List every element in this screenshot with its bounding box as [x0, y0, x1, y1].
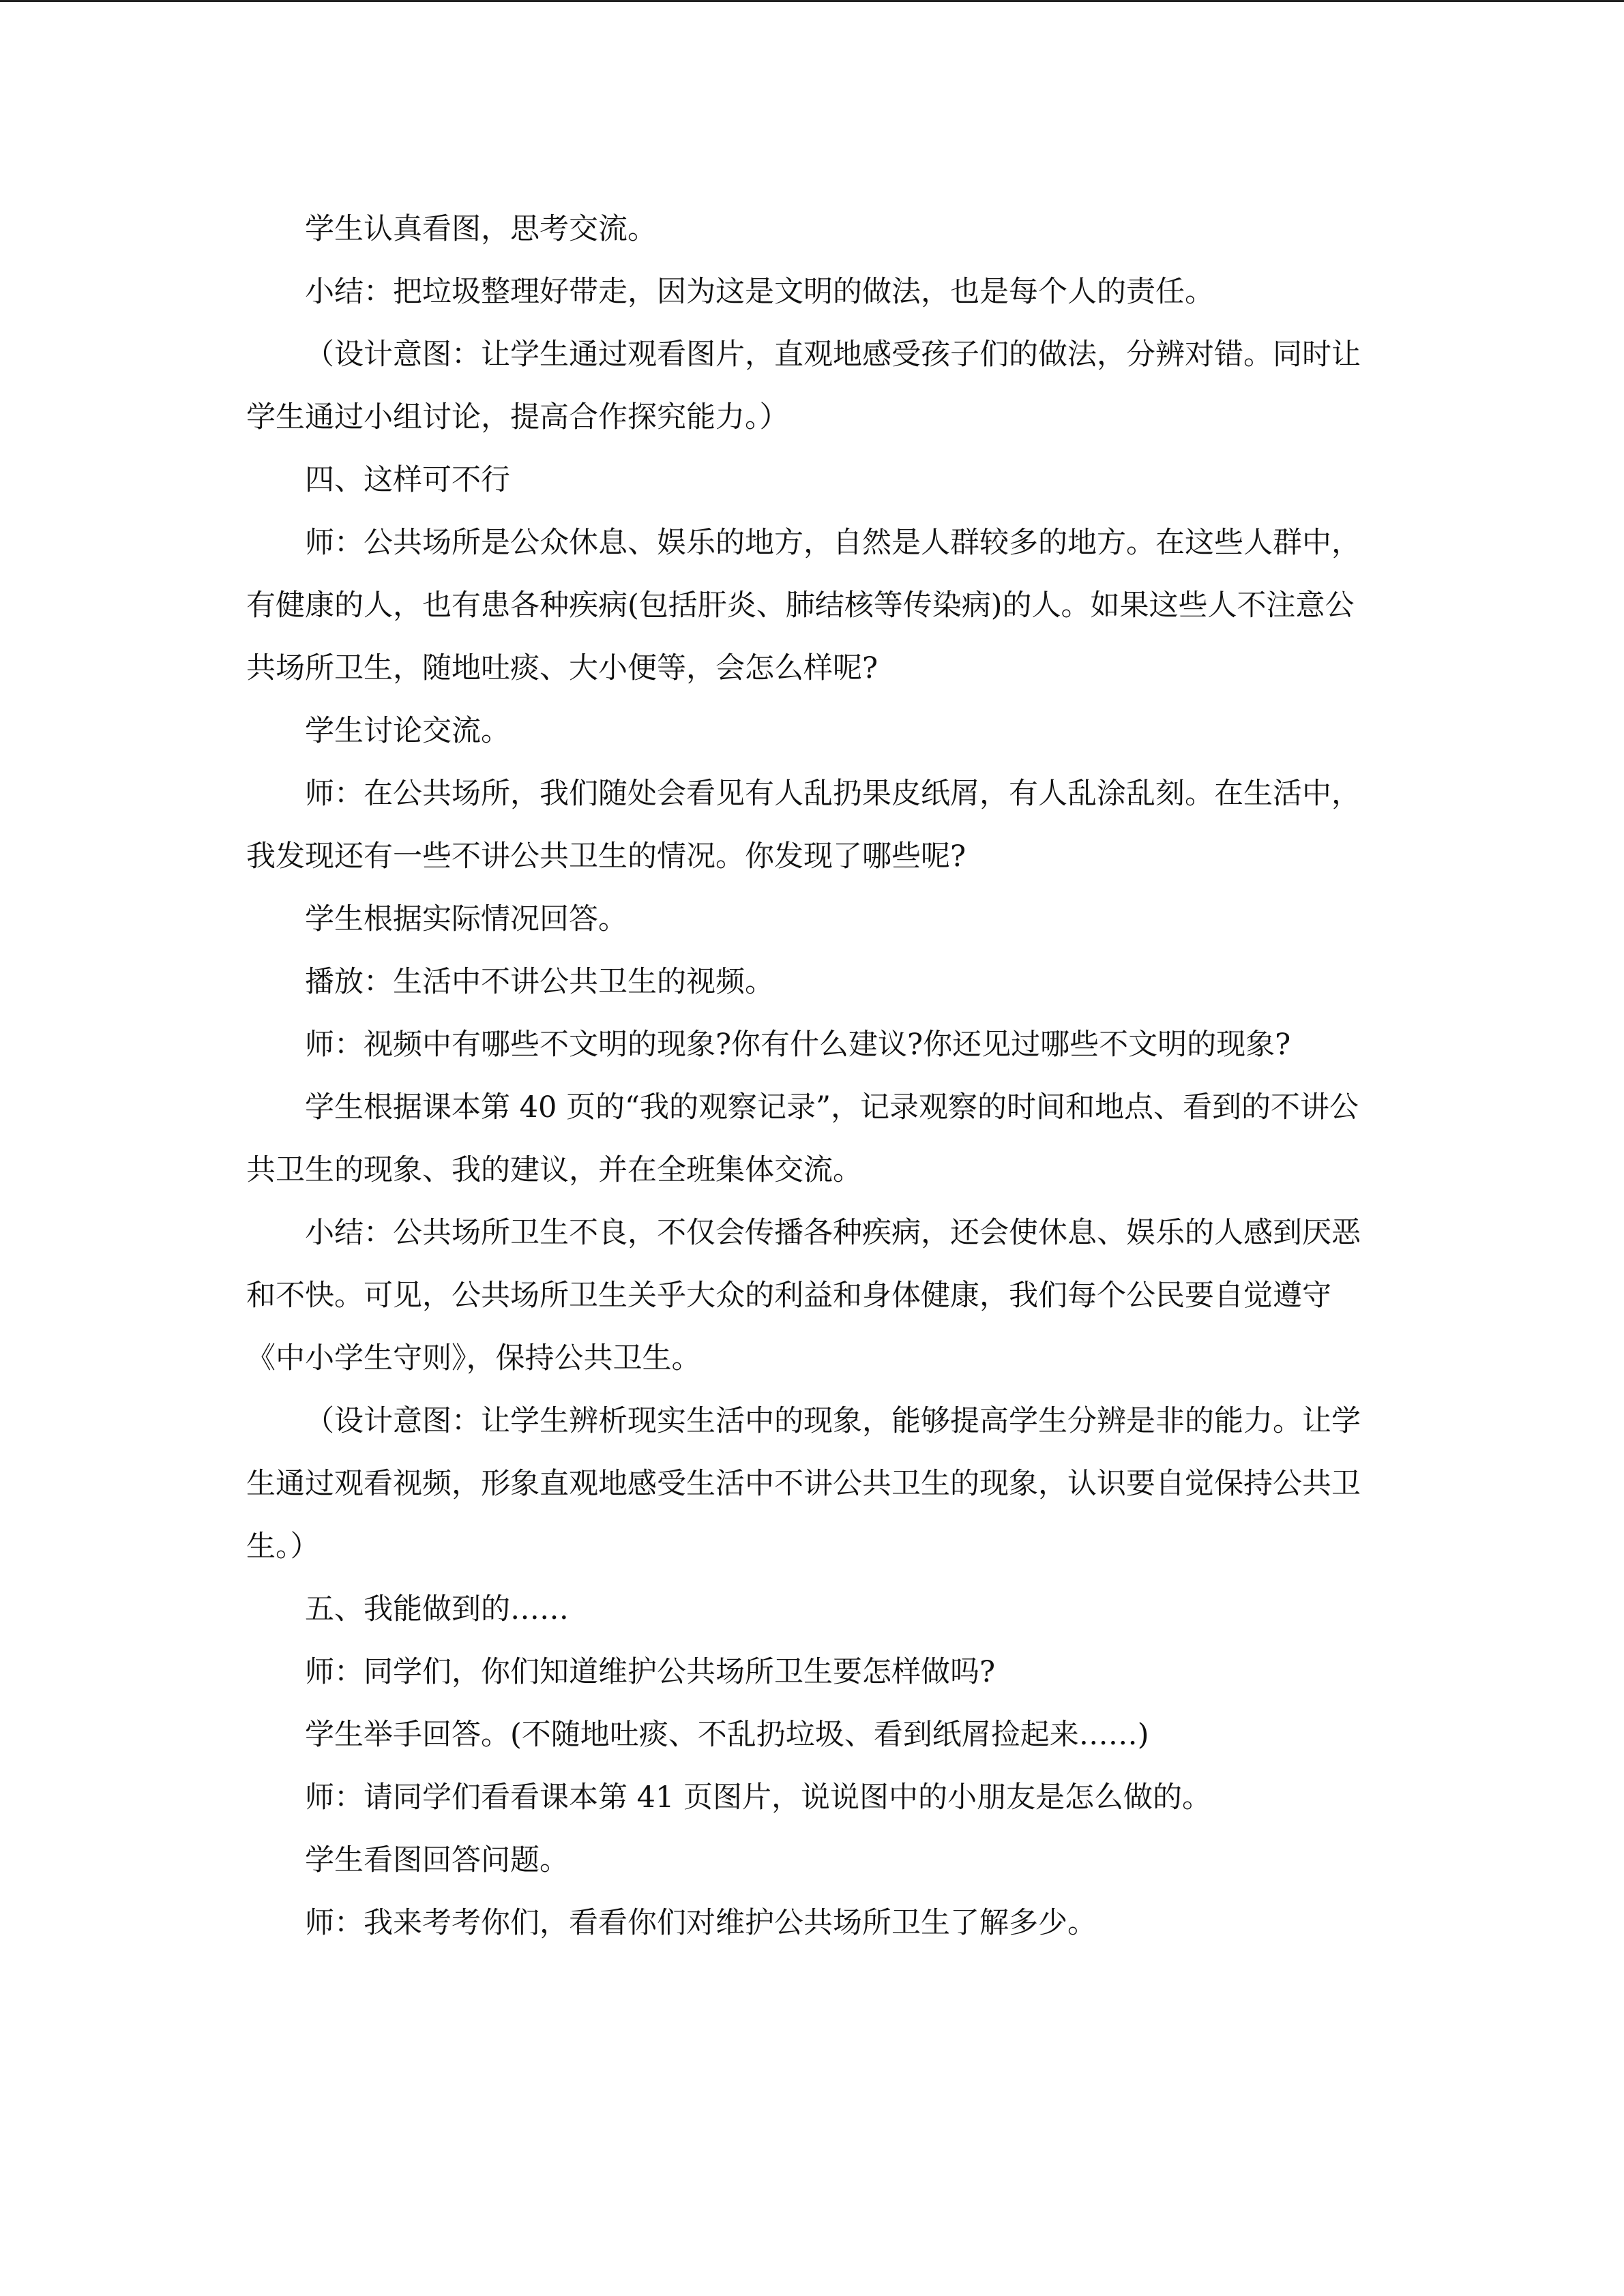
paragraph-design-intent-2: （设计意图：让学生辨析现实生活中的现象，能够提高学生分辨是非的能力。让学生通过观看视频，形象直观地感受生活中不讲公共卫生的现象，认识要自觉保持公共卫生。）: [246, 1404, 1361, 1564]
section-heading-4: 四、这样可不行: [305, 463, 510, 497]
paragraph-summary-take-trash: 小结：把垃圾整理好带走，因为这是文明的做法，也是每个人的责任。: [305, 275, 1214, 309]
paragraph-summary-hygiene: 小结：公共场所卫生不良，不仅会传播各种疾病，还会使休息、娱乐的人感到厌恶和不快。可见，公共场所卫生关乎大众的利益和身体健康，我们每个公民要自觉遵守《中小学生守则》，保持公共卫生。: [246, 1216, 1361, 1375]
paragraph-students-look-answer: 学生看图回答问题。: [305, 1843, 569, 1877]
document-body: [246, 198, 1365, 1954]
paragraph-teacher-quiz: 师：我来考考你们，看看你们对维护公共场所卫生了解多少。: [305, 1906, 1097, 1940]
paragraph-teacher-littering: 师：在公共场所，我们随处会看见有人乱扔果皮纸屑，有人乱涂乱刻。在生活中，我发现还有一些不讲公共卫生的情况。你发现了哪些呢?: [246, 777, 1361, 874]
paragraph-teacher-page-41: 师：请同学们看看课本第 41 页图片，说说图中的小朋友是怎么做的。: [305, 1780, 1212, 1815]
paragraph-teacher-how-to: 师：同学们，你们知道维护公共场所卫生要怎样做吗?: [305, 1655, 996, 1689]
paragraph-observation-record: 学生根据课本第 40 页的“我的观察记录”，记录观察的时间和地点、看到的不讲公共卫生的现象、我的建议，并在全班集体交流。: [246, 1090, 1359, 1187]
paragraph-design-intent-1: （设计意图：让学生通过观看图片，直观地感受孩子们的做法，分辨对错。同时让学生通过小组讨论，提高合作探究能力。）: [246, 338, 1361, 434]
paragraph-students-discuss: 学生讨论交流。: [305, 714, 510, 748]
paragraph-teacher-video-question: 师：视频中有哪些不文明的现象?你有什么建议?你还见过哪些不文明的现象?: [305, 1028, 1291, 1062]
page-top-border: [0, 0, 1624, 2]
paragraph-students-answer: 学生根据实际情况回答。: [305, 902, 628, 936]
section-heading-5: 五、我能做到的……: [305, 1592, 569, 1626]
paragraph-teacher-public-places: 师：公共场所是公众休息、娱乐的地方，自然是人群较多的地方。在这些人群中，有健康的人，也有患各种疾病(包括肝炎、肺结核等传染病)的人。如果这些人不注意公共场所卫生，随地吐痰、大小便等，会怎么样呢?: [246, 526, 1361, 685]
paragraph-students-raise-hands: 学生举手回答。(不随地吐痰、不乱扔垃圾、看到纸屑捡起来……): [305, 1718, 1149, 1752]
paragraph-students-observe: 学生认真看图，思考交流。: [305, 212, 657, 246]
paragraph-play-video: 播放：生活中不讲公共卫生的视频。: [305, 965, 774, 999]
